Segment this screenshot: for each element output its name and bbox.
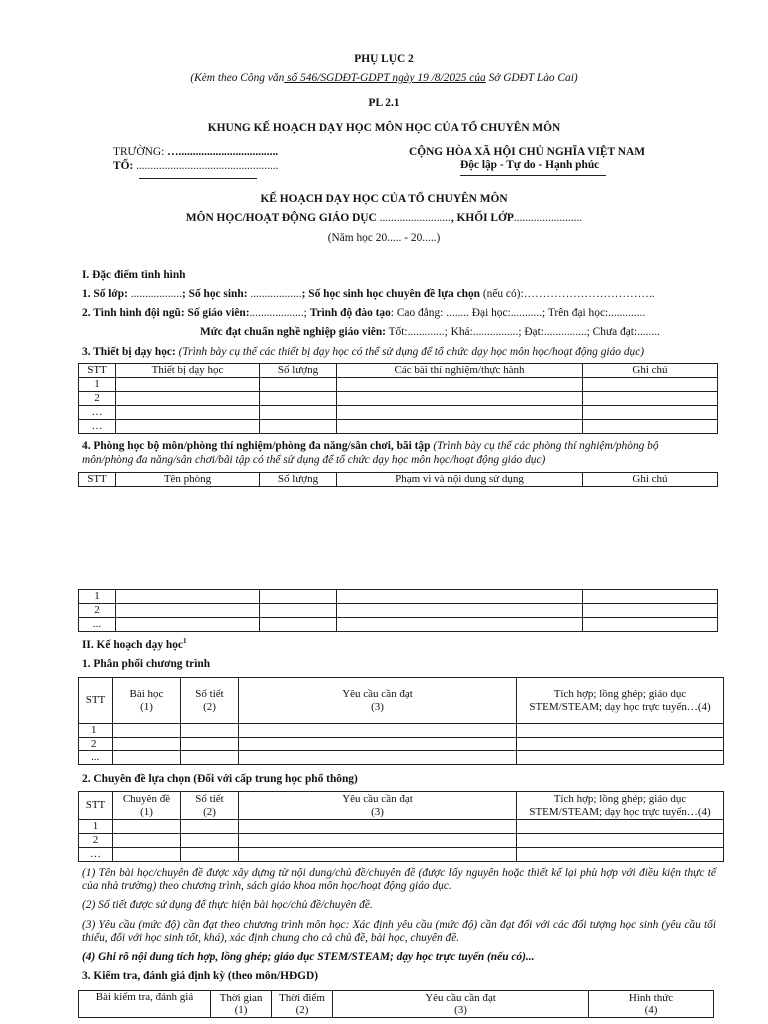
table-cell[interactable] <box>517 848 724 862</box>
equipment-label: 3. Thiết bị dạy học: <box>82 346 179 358</box>
row-number: … <box>79 420 116 434</box>
section-2-heading <box>82 637 186 652</box>
form-header-number: (4) <box>644 1004 658 1016</box>
col-stt: STT <box>79 473 116 487</box>
table-row <box>79 848 724 862</box>
table-cell[interactable] <box>113 737 181 751</box>
students-label: ; Số học sinh: <box>181 288 251 300</box>
periods-header-number: (2) <box>203 805 216 818</box>
timing-header: Thời điểm <box>279 991 325 1004</box>
program-heading: 1. Phân phối chương trình <box>82 658 211 670</box>
elective-students-label: ; Số học sinh học chuyên đề lựa chọn <box>301 288 480 300</box>
table-cell[interactable] <box>337 406 583 420</box>
integration-header-line-1: Tích hợp; lồng ghép; giáo dục <box>553 688 687 700</box>
col-room-name: Tên phòng <box>116 473 260 487</box>
table-cell[interactable] <box>181 848 239 862</box>
col-timing <box>272 991 333 1018</box>
table-cell[interactable] <box>517 724 724 738</box>
note-2: (2) Số tiết được sử dụng để thực hiện bài học/chủ đề/chuyên đề. <box>82 899 373 911</box>
col-scope: Phạm vi và nội dung sử dụng <box>337 473 583 487</box>
table-cell[interactable] <box>239 737 517 751</box>
table-cell[interactable] <box>116 618 260 632</box>
note-1: (1) Tên bài học/chuyên đề được xây dựng từ nội dung/chủ đề/chuyên đề (được lấy nguyên hoặc thiết kế lại phù hợp với điều kiện thực tế của nhà trường) theo chương trình, sách giáo khoa môn học/hoạt động giáo dục. <box>82 867 716 892</box>
col-topic <box>113 792 181 820</box>
subject-dots: ......................... <box>379 212 451 224</box>
rooms-note-2: môn/phòng đa năng/sân chơi/bãi tập có thể sử dụng để tổ chức dạy học môn học/hoạt động giáo dục) <box>82 454 546 466</box>
timing-header-number: (2) <box>295 1004 309 1016</box>
table-cell[interactable] <box>337 590 583 604</box>
school-value: …................................... <box>167 146 279 158</box>
table-row <box>79 590 718 604</box>
motto-underline <box>460 175 606 176</box>
table-row <box>79 618 718 632</box>
note-3: (3) Yêu cầu (mức độ) cần đạt theo chương trình môn học: Xác định yêu cầu (mức độ) cần đạt đối với các đối tượng học sinh (yêu cầu tối thiểu, đối với học sinh tốt, khá), xác định chung cho cả chủ đề, bài học, chuyên đề. <box>82 919 716 944</box>
col-equipment: Thiết bị dạy học <box>116 364 260 378</box>
col-integration <box>517 678 724 724</box>
teachers-label: 2. Tình hình đội ngũ: Số giáo viên: <box>82 307 250 319</box>
standards-values: Tốt:.............; Khá:................; Đạt:...............; Chưa đạt:........ <box>385 326 660 338</box>
subtitle-suffix: Sở GDĐT Lào Cai) <box>485 72 578 84</box>
appendix-title: PHỤ LỤC 2 <box>354 53 414 65</box>
elective-topics-heading: 2. Chuyên đề lựa chọn (Đối với cấp trung học phổ thông) <box>82 773 358 785</box>
assessment-table <box>78 990 714 1018</box>
assessment-header-row <box>79 991 714 1018</box>
room-table-body <box>78 589 718 632</box>
room-header-row <box>79 473 718 487</box>
item-4-line <box>82 439 659 453</box>
school-line <box>113 145 278 159</box>
lesson-header: Bài học <box>129 688 164 700</box>
table-cell[interactable] <box>239 820 517 834</box>
table-cell[interactable] <box>583 420 718 434</box>
section-1-heading: I. Đặc điểm tình hình <box>82 269 186 281</box>
standards-label: Mức đạt chuẩn nghề nghiệp giáo viên: <box>200 326 386 338</box>
table-cell[interactable] <box>583 392 718 406</box>
equipment-header-row <box>79 364 718 378</box>
left-divider <box>139 178 257 179</box>
col-assessment: Bài kiểm tra, đánh giá <box>79 991 211 1018</box>
note-4: (4) Ghi rõ nội dung tích hợp, lồng ghép; giáo dục STEM/STEAM; dạy học trực tuyến (nếu có)... <box>82 951 535 963</box>
table-cell[interactable] <box>116 406 260 420</box>
grade-dots: ........................ <box>513 212 583 224</box>
topic-header-row <box>79 792 724 820</box>
program-table <box>78 677 724 765</box>
school-label: TRƯỜNG: <box>113 146 168 158</box>
table-row <box>79 420 718 434</box>
table-cell[interactable] <box>181 834 239 848</box>
table-row <box>79 406 718 420</box>
col-stt: STT <box>79 792 113 820</box>
col-periods <box>181 792 239 820</box>
row-number: 1 <box>79 820 113 834</box>
requirements-header: Yêu cầu cần đạt <box>342 688 413 700</box>
item-2-line <box>82 306 645 320</box>
col-stt: STT <box>79 364 116 378</box>
col-duration <box>211 991 272 1018</box>
elective-students-note: (nếu có):…………………………….. <box>480 288 655 300</box>
pl-code: PL 2.1 <box>368 97 400 109</box>
row-number: 1 <box>79 724 113 738</box>
group-line <box>113 159 279 173</box>
teachers-dots: ...................; <box>249 307 310 319</box>
row-number: … <box>79 848 113 862</box>
table-cell[interactable] <box>260 392 337 406</box>
periods-header: Số tiết <box>195 793 224 805</box>
table-cell[interactable] <box>583 406 718 420</box>
integration-header-line-1: Tích hợp; lồng ghép; giáo dục <box>553 793 687 805</box>
rooms-note-1: (Trình bày cụ thể các phòng thí nghiệm/phòng bộ <box>430 440 659 452</box>
row-number: 1 <box>79 378 116 392</box>
topic-header-number: (1) <box>140 805 153 818</box>
table-row <box>79 604 718 618</box>
item-3-line <box>82 345 644 359</box>
school-year: (Năm học 20..... - 20.....) <box>327 232 441 244</box>
col-integration <box>517 792 724 820</box>
group-value: .................................................. <box>136 160 279 172</box>
subtitle-underlined: số 546/SGDĐT-GDPT ngày 19 /8/2025 của <box>284 72 486 84</box>
table-cell[interactable] <box>181 820 239 834</box>
table-row <box>79 378 718 392</box>
row-number: 2 <box>79 737 113 751</box>
table-cell[interactable] <box>113 834 181 848</box>
classes-dots: .................. <box>130 288 182 300</box>
plan-title: KẾ HOẠCH DẠY HỌC CỦA TỔ CHUYÊN MÔN <box>260 193 508 205</box>
table-row <box>79 820 724 834</box>
requirements-header: Yêu cầu cần đạt <box>342 793 413 805</box>
standards-line <box>200 325 660 339</box>
col-quantity: Số lượng <box>260 364 337 378</box>
duration-header-number: (1) <box>234 1004 248 1016</box>
republic-title: CỘNG HÒA XÃ HỘI CHỦ NGHĨA VIỆT NAM <box>409 146 645 158</box>
periods-header: Số tiết <box>195 688 224 700</box>
form-header: Hình thức <box>628 991 674 1004</box>
grade-label: , KHỐI LỚP <box>450 212 514 224</box>
table-cell[interactable] <box>337 618 583 632</box>
appendix-subtitle <box>0 71 768 85</box>
subject-line <box>0 211 768 225</box>
table-row <box>79 724 724 738</box>
table-cell[interactable] <box>181 724 239 738</box>
table-cell[interactable] <box>337 392 583 406</box>
col-notes: Ghi chú <box>583 364 718 378</box>
equipment-note: (Trình bày cụ thể các thiết bị dạy học có thể sử dụng để tổ chức dạy học môn học/hoạt động giáo dục) <box>178 346 645 358</box>
table-cell[interactable] <box>337 604 583 618</box>
framework-title: KHUNG KẾ HOẠCH DẠY HỌC MÔN HỌC CỦA TỔ CHUYÊN MÔN <box>207 122 561 134</box>
row-number: 1 <box>79 590 116 604</box>
table-cell[interactable] <box>239 834 517 848</box>
requirements-header-number: (3) <box>371 700 384 713</box>
table-cell[interactable] <box>116 590 260 604</box>
table-cell[interactable] <box>517 834 724 848</box>
table-cell[interactable] <box>113 820 181 834</box>
program-header-row <box>79 678 724 724</box>
integration-header-line-2: STEM/STEAM; dạy học trực tuyến…(4) <box>529 805 711 818</box>
col-notes: Ghi chú <box>583 473 718 487</box>
table-cell[interactable] <box>181 751 239 765</box>
table-cell[interactable] <box>239 848 517 862</box>
table-cell[interactable] <box>517 751 724 765</box>
col-requirements <box>333 991 589 1018</box>
requirements-header: Yêu cầu cần đạt <box>425 991 496 1004</box>
table-cell[interactable] <box>260 406 337 420</box>
col-periods <box>181 678 239 724</box>
national-motto: Độc lập - Tự do - Hạnh phúc <box>460 159 600 171</box>
table-cell[interactable] <box>239 724 517 738</box>
duration-header: Thời gian <box>219 991 263 1004</box>
table-cell[interactable] <box>337 378 583 392</box>
table-cell[interactable] <box>260 618 337 632</box>
table-cell[interactable] <box>337 420 583 434</box>
table-cell[interactable] <box>517 820 724 834</box>
table-row <box>79 392 718 406</box>
table-cell[interactable] <box>583 618 718 632</box>
students-dots: .................. <box>250 288 302 300</box>
footnote-mark: 1 <box>182 637 187 645</box>
periods-header-number: (2) <box>203 700 216 713</box>
table-cell[interactable] <box>113 751 181 765</box>
topic-header: Chuyên đề <box>122 793 171 805</box>
row-number: ... <box>79 751 113 765</box>
row-number: 2 <box>79 392 116 406</box>
table-cell[interactable] <box>116 604 260 618</box>
table-cell[interactable] <box>583 590 718 604</box>
col-requirements <box>239 678 517 724</box>
col-lesson <box>113 678 181 724</box>
table-cell[interactable] <box>116 392 260 406</box>
rooms-label: 4. Phòng học bộ môn/phòng thí nghiệm/phòng đa năng/sân chơi, bãi tập <box>82 440 431 452</box>
table-cell[interactable] <box>116 378 260 392</box>
table-cell[interactable] <box>260 378 337 392</box>
table-cell[interactable] <box>517 737 724 751</box>
table-cell[interactable] <box>260 604 337 618</box>
assessment-heading: 3. Kiểm tra, đánh giá định kỳ (theo môn/HĐGD) <box>82 970 319 982</box>
section-2-title: II. Kế hoạch dạy học <box>82 638 183 651</box>
table-cell[interactable] <box>583 604 718 618</box>
table-cell[interactable] <box>239 751 517 765</box>
equipment-table <box>78 363 718 434</box>
table-row <box>79 834 724 848</box>
table-row <box>79 737 724 751</box>
topic-table <box>78 791 724 862</box>
table-cell[interactable] <box>113 724 181 738</box>
row-number: ... <box>79 618 116 632</box>
table-cell[interactable] <box>260 420 337 434</box>
classes-label: 1. Số lớp: <box>82 288 131 300</box>
lesson-header-number: (1) <box>140 700 153 713</box>
training-values: : Cao đẳng: ........ Đại học:...........; Trên đại học:............. <box>390 307 646 319</box>
table-cell[interactable] <box>583 378 718 392</box>
integration-header-line-2: STEM/STEAM; dạy học trực tuyến…(4) <box>529 700 711 713</box>
row-number: 2 <box>79 834 113 848</box>
subtitle-prefix: (Kèm theo Công văn <box>190 72 285 84</box>
col-stt: STT <box>79 678 113 724</box>
col-quantity: Số lượng <box>260 473 337 487</box>
table-cell[interactable] <box>260 590 337 604</box>
table-cell[interactable] <box>181 737 239 751</box>
col-requirements <box>239 792 517 820</box>
table-row <box>79 751 724 765</box>
col-experiments: Các bài thí nghiệm/thực hành <box>337 364 583 378</box>
room-table-header <box>78 472 718 487</box>
subject-label: MÔN HỌC/HOẠT ĐỘNG GIÁO DỤC <box>185 212 380 224</box>
col-form <box>589 991 714 1018</box>
row-number: 2 <box>79 604 116 618</box>
training-label: Trình độ đào tạo <box>309 307 391 319</box>
item-1-line <box>82 287 655 301</box>
table-cell[interactable] <box>116 420 260 434</box>
requirements-header-number: (3) <box>454 1004 467 1016</box>
group-label: TỔ: <box>113 160 137 172</box>
table-cell[interactable] <box>113 848 181 862</box>
requirements-header-number: (3) <box>371 805 384 818</box>
row-number: … <box>79 406 116 420</box>
